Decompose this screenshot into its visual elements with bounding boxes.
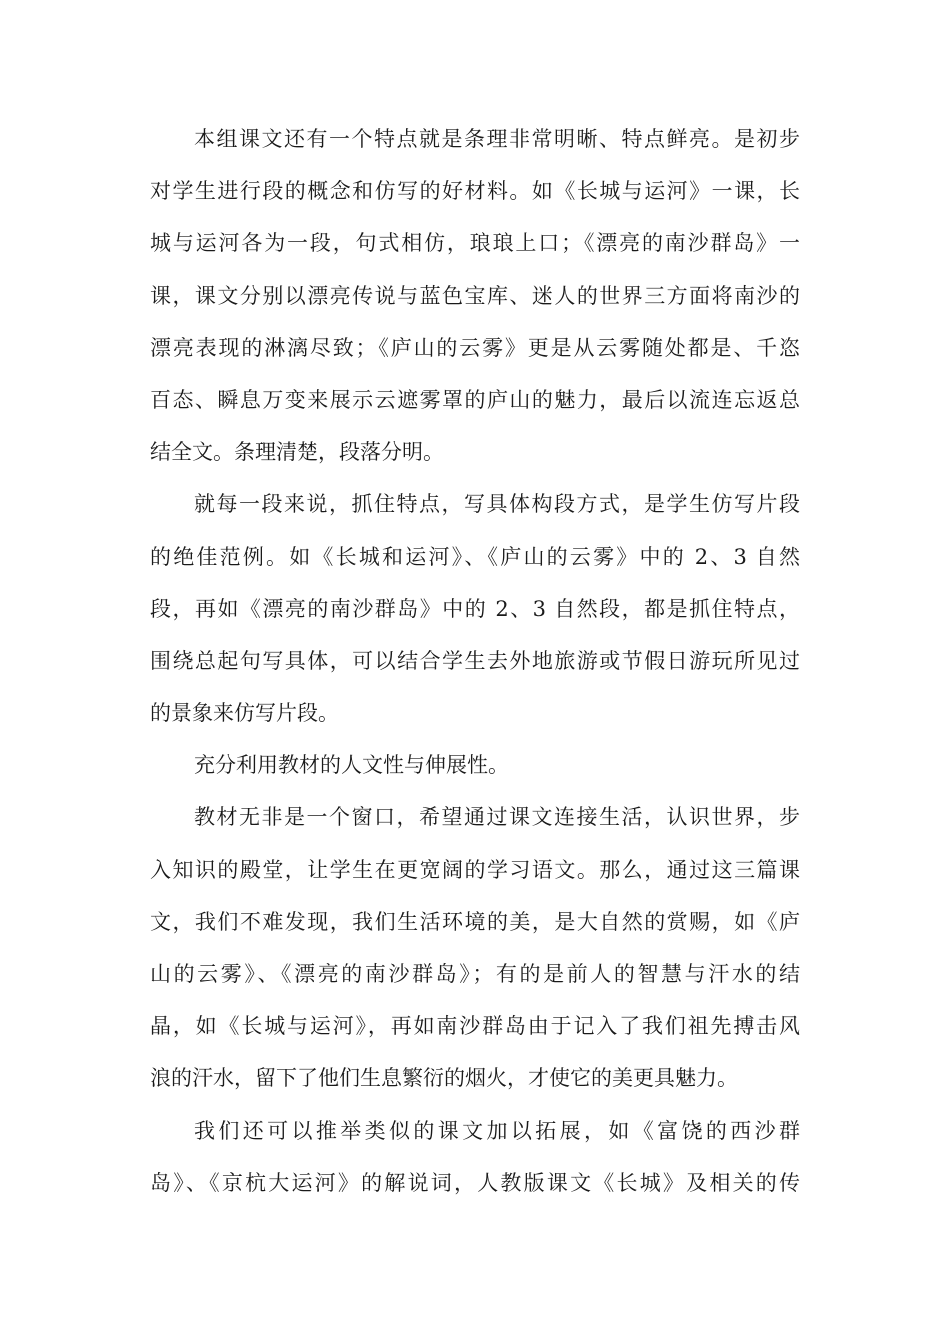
text-line: 漂亮表现的淋漓尽致；《庐山的云雾》更是从云雾随处都是、千恣 (150, 335, 800, 360)
text-line: 的景象来仿写片段。 (150, 701, 339, 726)
paragraph (150, 113, 800, 478)
text-line: 教材无非是一个窗口，希望通过课文连接生活，认识世界，步 (194, 805, 800, 830)
text-line: 浪的汗水，留下了他们生息繁衍的烟火，才使它的美更具魅力。 (150, 1066, 738, 1091)
document-body (150, 113, 800, 1209)
text-line: 围绕总起句写具体，可以结合学生去外地旅游或节假日游玩所见过 (150, 648, 800, 673)
text-line: 入知识的殿堂，让学生在更宽阔的学习语文。那么，通过这三篇课 (150, 857, 800, 882)
paragraph (150, 478, 800, 739)
text-line: 文，我们不难发现，我们生活环境的美，是大自然的赏赐，如《庐 (150, 909, 800, 934)
text-line: 充分利用教材的人文性与伸展性。 (194, 753, 509, 778)
paragraph (150, 791, 800, 1104)
text-line: 城与运河各为一段，句式相仿，琅琅上口；《漂亮的南沙群岛》一 (150, 231, 800, 256)
text-line: 对学生进行段的概念和仿写的好材料。如《长城与运河》一课，长 (150, 179, 800, 204)
text-line: 的绝佳范例。如《长城和运河》、《庐山的云雾》中的 2、3 自然 (150, 544, 800, 569)
text-line: 岛》、《京杭大运河》的解说词，人教版课文《长城》及相关的传 (150, 1170, 800, 1195)
text-line: 本组课文还有一个特点就是条理非常明晰、特点鲜亮。是初步 (194, 127, 800, 151)
text-line: 百态、瞬息万变来展示云遮雾罩的庐山的魅力，最后以流连忘返总 (150, 387, 800, 412)
text-line: 我们还可以推举类似的课文加以拓展，如《富饶的西沙群 (194, 1118, 800, 1143)
text-line: 就每一段来说，抓住特点，写具体构段方式，是学生仿写片段 (194, 492, 800, 517)
text-line: 段，再如《漂亮的南沙群岛》中的 2、3 自然段，都是抓住特点， (150, 596, 800, 621)
text-line: 山的云雾》、《漂亮的南沙群岛》；有的是前人的智慧与汗水的结 (150, 962, 800, 986)
paragraph (150, 739, 800, 791)
text-line: 晶，如《长城与运河》，再如南沙群岛由于记入了我们祖先搏击风 (150, 1014, 800, 1039)
paragraph (150, 1105, 800, 1209)
text-line: 结全文。条理清楚，段落分明。 (150, 440, 444, 465)
text-line: 课，课文分别以漂亮传说与蓝色宝库、迷人的世界三方面将南沙的 (150, 283, 800, 308)
